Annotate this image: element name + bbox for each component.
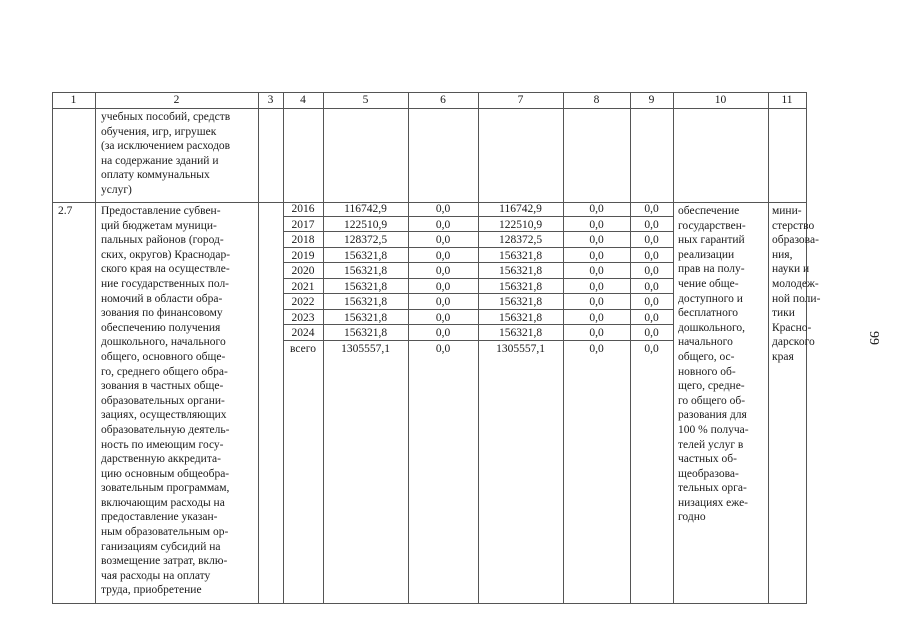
header-col-11: 11 — [781, 94, 793, 106]
table-cell: 1305557,1 — [341, 342, 390, 355]
table-cell: 156321,8 — [498, 296, 543, 308]
table-cell: 0,0 — [589, 218, 604, 231]
header-col-5: 5 — [362, 94, 369, 106]
table-cell: 2021 — [291, 280, 315, 293]
table-cell: 0,0 — [589, 296, 604, 308]
table-cell: 156321,8 — [343, 311, 388, 324]
header-col-9: 9 — [648, 94, 655, 106]
table-cell: 2019 — [291, 249, 315, 262]
table-cell: 0,0 — [435, 327, 451, 339]
table-cell: 0,0 — [589, 265, 604, 277]
table-cell: 156321,8 — [498, 265, 543, 277]
table-cell: 116742,9 — [499, 203, 542, 215]
table-cell: 0,0 — [644, 327, 659, 339]
table-cell: 0,0 — [589, 249, 604, 262]
header-col-7: 7 — [517, 94, 524, 106]
header-col-3: 3 — [267, 94, 274, 106]
table-cell: 0,0 — [644, 234, 659, 246]
header-col-10: 10 — [714, 94, 727, 106]
years-column — [283, 202, 323, 357]
table-cell: 2023 — [291, 311, 315, 324]
table-cell: 0,0 — [589, 234, 604, 246]
table-cell: 116742,9 — [344, 203, 387, 215]
table-cell: 2018 — [291, 234, 315, 246]
table-cell: 2024 — [291, 327, 315, 339]
table-cell: 0,0 — [435, 265, 451, 277]
table-cell: всего — [290, 342, 316, 355]
table-cell: 0,0 — [644, 280, 659, 293]
table-cell: 0,0 — [644, 311, 659, 324]
table-cell: 0,0 — [644, 203, 659, 215]
col9-values — [630, 202, 673, 357]
header-col-4: 4 — [300, 94, 306, 106]
table-cell: 0,0 — [435, 218, 451, 231]
table-cell: 156321,8 — [343, 249, 388, 262]
table-cell: 0,0 — [644, 218, 659, 231]
header-col-6: 6 — [440, 94, 446, 106]
table-cell: 0,0 — [644, 296, 659, 308]
table-cell: 0,0 — [435, 280, 451, 293]
table-cell: 0,0 — [589, 342, 604, 355]
table-cell: 0,0 — [644, 249, 659, 262]
table-cell: 2022 — [291, 296, 315, 308]
header-col-2: 2 — [173, 94, 180, 106]
table-cell: 2016 — [291, 203, 315, 215]
col5-values — [323, 202, 408, 357]
table-cell: 122510,9 — [498, 218, 543, 231]
table-cell: 156321,8 — [343, 296, 388, 308]
table-cell: 0,0 — [435, 249, 451, 262]
table-cell: 0,0 — [435, 342, 451, 355]
table-cell: 0,0 — [589, 327, 604, 339]
row-executor: мини- стерство образова- ния, науки и молодеж- ной поли- тики Красно- дарского края — [772, 205, 821, 363]
table-cell: 0,0 — [589, 203, 604, 215]
header-col-1: 1 — [70, 94, 77, 106]
table-cell: 156321,8 — [498, 280, 543, 293]
col7-values — [478, 202, 563, 357]
table-cell: 0,0 — [435, 296, 451, 308]
row-result: обеспечение государствен- ных гарантий реализации прав на полу- чение обще- доступного и бесплатного дошкольного, начального общего, ос- новного об- щего, средне- го общего об- разования для 100 % получа- телей услуг в частных об- щеобразова- тельных орга- низациях еже- годно — [678, 205, 749, 524]
table-cell: 2020 — [291, 265, 315, 277]
table-cell: 0,0 — [435, 203, 451, 215]
col6-values — [408, 202, 478, 357]
table-cell: 1305557,1 — [496, 342, 545, 355]
table-cell: 156321,8 — [498, 249, 543, 262]
table-cell: 0,0 — [589, 311, 604, 324]
table-cell: 122510,9 — [343, 218, 388, 231]
table-cell: 156321,8 — [343, 265, 388, 277]
page-number: 99 — [866, 331, 881, 345]
col8-values — [563, 202, 630, 357]
table-cell: 0,0 — [435, 311, 451, 324]
prev-row-description: учебных пособий, средств обучения, игр, игрушек (за исключением расходов на содержание зданий и оплату коммунальных услуг) — [101, 111, 231, 196]
table-cell: 156321,8 — [498, 311, 543, 324]
table-cell: 128372,5 — [498, 234, 543, 246]
table-cell: 0,0 — [589, 280, 604, 293]
table-cell: 156321,8 — [343, 327, 388, 339]
row-description: Предоставление субвен- ций бюджетам муници- пальных районов (город- ских, округов) Краснодар- ского края на осуществле- ние государственных пол- номочий в области обра- зования по финансовому обеспечению получения дошкольного, начального общего, основного обще- го, среднего общего обра- зования в частных обще- образовательных органи- зациях, осуществляющих образовательную деятель- ность по имеющим госу- дарственную аккредита- цию основным общеобра- зовательным программам, включающим расходы на предоставление указан- ным образовательным ор- ганизациям субсидий на возмещение затрат, вклю- чая расходы на оплату труда, приобретение — [101, 205, 231, 597]
table-cell: 0,0 — [644, 265, 659, 277]
header-col-8: 8 — [593, 94, 600, 106]
table-cell: 2017 — [291, 218, 315, 231]
table-cell: 128372,5 — [343, 234, 388, 246]
table-cell: 0,0 — [644, 342, 659, 355]
table-cell: 156321,8 — [498, 327, 543, 339]
table-cell: 156321,8 — [343, 280, 388, 293]
table-cell: 0,0 — [435, 234, 451, 246]
row-number: 2.7 — [58, 205, 73, 217]
